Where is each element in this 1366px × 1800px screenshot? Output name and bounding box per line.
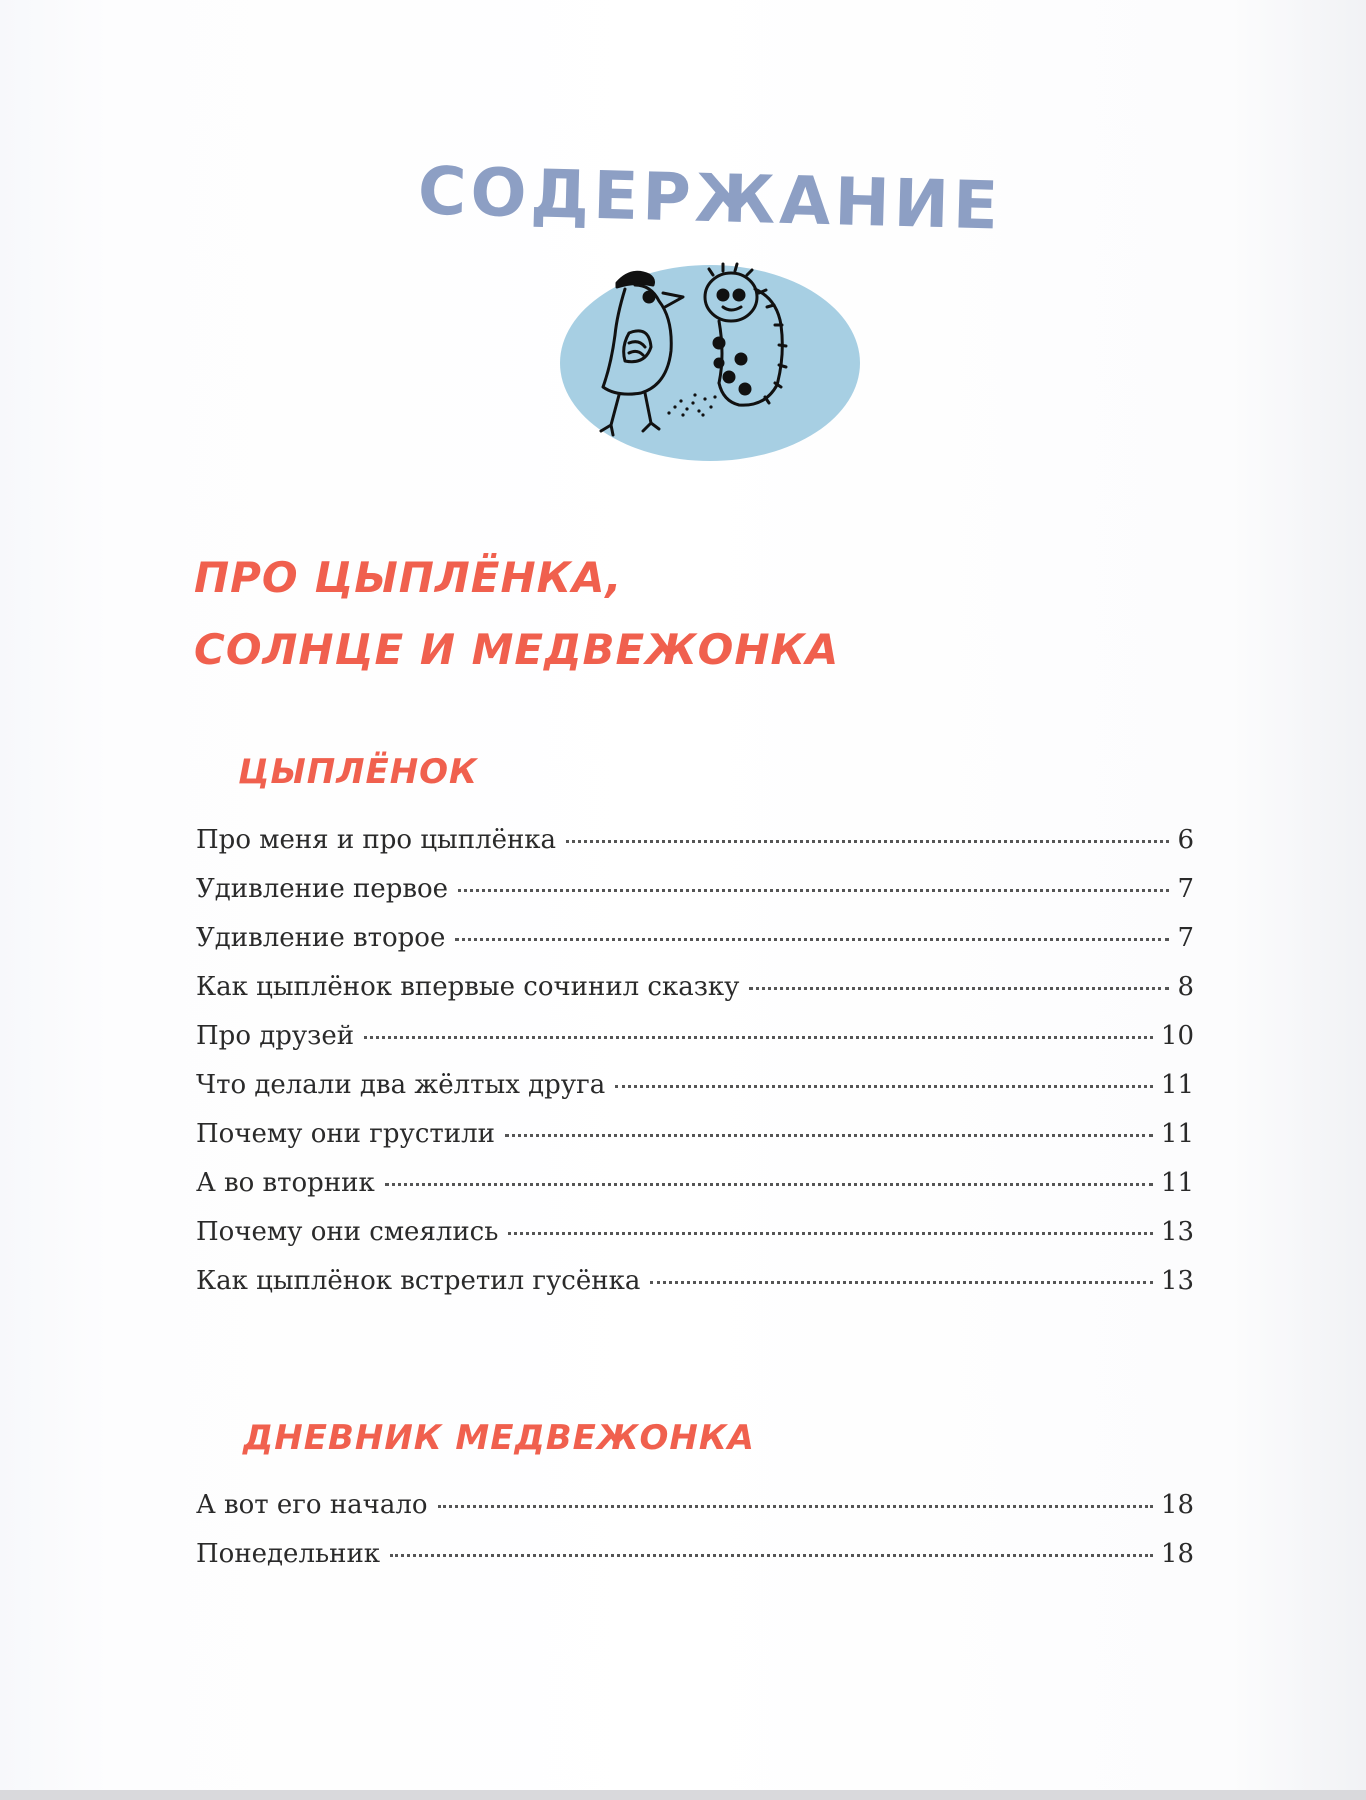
toc-entry[interactable] — [196, 1168, 1194, 1217]
toc-entry[interactable] — [196, 874, 1194, 923]
section-heading-line-1: ПРО ЦЫПЛЁНКА, — [194, 553, 623, 602]
toc-entry[interactable] — [196, 1070, 1194, 1119]
toc-entry-title: А вот его начало — [196, 1490, 428, 1520]
dot-leader — [455, 938, 1169, 941]
dot-leader — [566, 840, 1169, 843]
toc-entry-page: 7 — [1177, 874, 1194, 904]
toc-entry[interactable] — [196, 1021, 1194, 1070]
toc-entry-title: Что делали два жёлтых друга — [196, 1070, 606, 1100]
toc-entry-page: 10 — [1160, 1021, 1194, 1051]
chapter-heading-chick: ЦЫПЛЁНОК — [238, 752, 478, 792]
dot-leader — [749, 987, 1169, 990]
toc-entry-title: Удивление первое — [196, 874, 449, 904]
dot-leader — [458, 889, 1169, 892]
toc-entry-title: Почему они грустили — [196, 1119, 495, 1149]
dot-leader — [364, 1036, 1153, 1039]
page-bottom-edge — [0, 1790, 1366, 1800]
dot-leader — [385, 1183, 1153, 1186]
dot-leader — [650, 1281, 1153, 1284]
toc-entry-title: Про друзей — [196, 1021, 355, 1051]
toc-entry-title: А во вторник — [196, 1168, 375, 1198]
toc-entry-page: 11 — [1160, 1168, 1194, 1198]
toc-entry-page: 7 — [1177, 923, 1194, 953]
toc-entry-title: Удивление второе — [196, 923, 446, 953]
toc-entry-title: Как цыплёнок впервые сочинил сказку — [196, 972, 740, 1002]
page-title: СОДЕРЖАНИЕ — [416, 152, 1004, 245]
toc-entry-page: 18 — [1160, 1539, 1194, 1569]
toc-entry-page: 11 — [1160, 1119, 1194, 1149]
toc-entry-title: Как цыплёнок встретил гусёнка — [196, 1266, 641, 1296]
toc-entry-title: Почему они смеялись — [196, 1217, 499, 1247]
toc-entry[interactable] — [196, 825, 1194, 874]
toc-list-bear-diary — [196, 1490, 1194, 1588]
toc-entry-page: 13 — [1160, 1266, 1194, 1296]
dot-leader — [505, 1134, 1153, 1137]
chapter-heading-bear-diary: ДНЕВНИК МЕДВЕЖОНКА — [243, 1418, 755, 1458]
toc-entry[interactable] — [196, 1119, 1194, 1168]
chick-and-caterpillar-illustration — [555, 255, 865, 465]
dot-leader — [615, 1085, 1153, 1088]
section-heading-line-2: СОЛНЦЕ И МЕДВЕЖОНКА — [194, 625, 840, 674]
toc-entry-title: Понедельник — [196, 1539, 381, 1569]
toc-entry-page: 18 — [1160, 1490, 1194, 1520]
toc-entry-page: 8 — [1177, 972, 1194, 1002]
toc-entry-page: 6 — [1177, 825, 1194, 855]
section-heading — [194, 542, 839, 686]
dot-leader — [390, 1554, 1153, 1557]
toc-entry[interactable] — [196, 1266, 1194, 1315]
toc-entry[interactable] — [196, 923, 1194, 972]
toc-entry-page: 13 — [1160, 1217, 1194, 1247]
toc-entry-title: Про меня и про цыплёнка — [196, 825, 557, 855]
toc-entry[interactable] — [196, 1217, 1194, 1266]
toc-entry[interactable] — [196, 972, 1194, 1021]
toc-entry[interactable] — [196, 1490, 1194, 1539]
dot-leader — [438, 1505, 1153, 1508]
toc-list-chick — [196, 825, 1194, 1315]
illustration-blue-blob — [560, 265, 860, 461]
dot-leader — [508, 1232, 1153, 1235]
toc-entry-page: 11 — [1160, 1070, 1194, 1100]
toc-entry[interactable] — [196, 1539, 1194, 1588]
